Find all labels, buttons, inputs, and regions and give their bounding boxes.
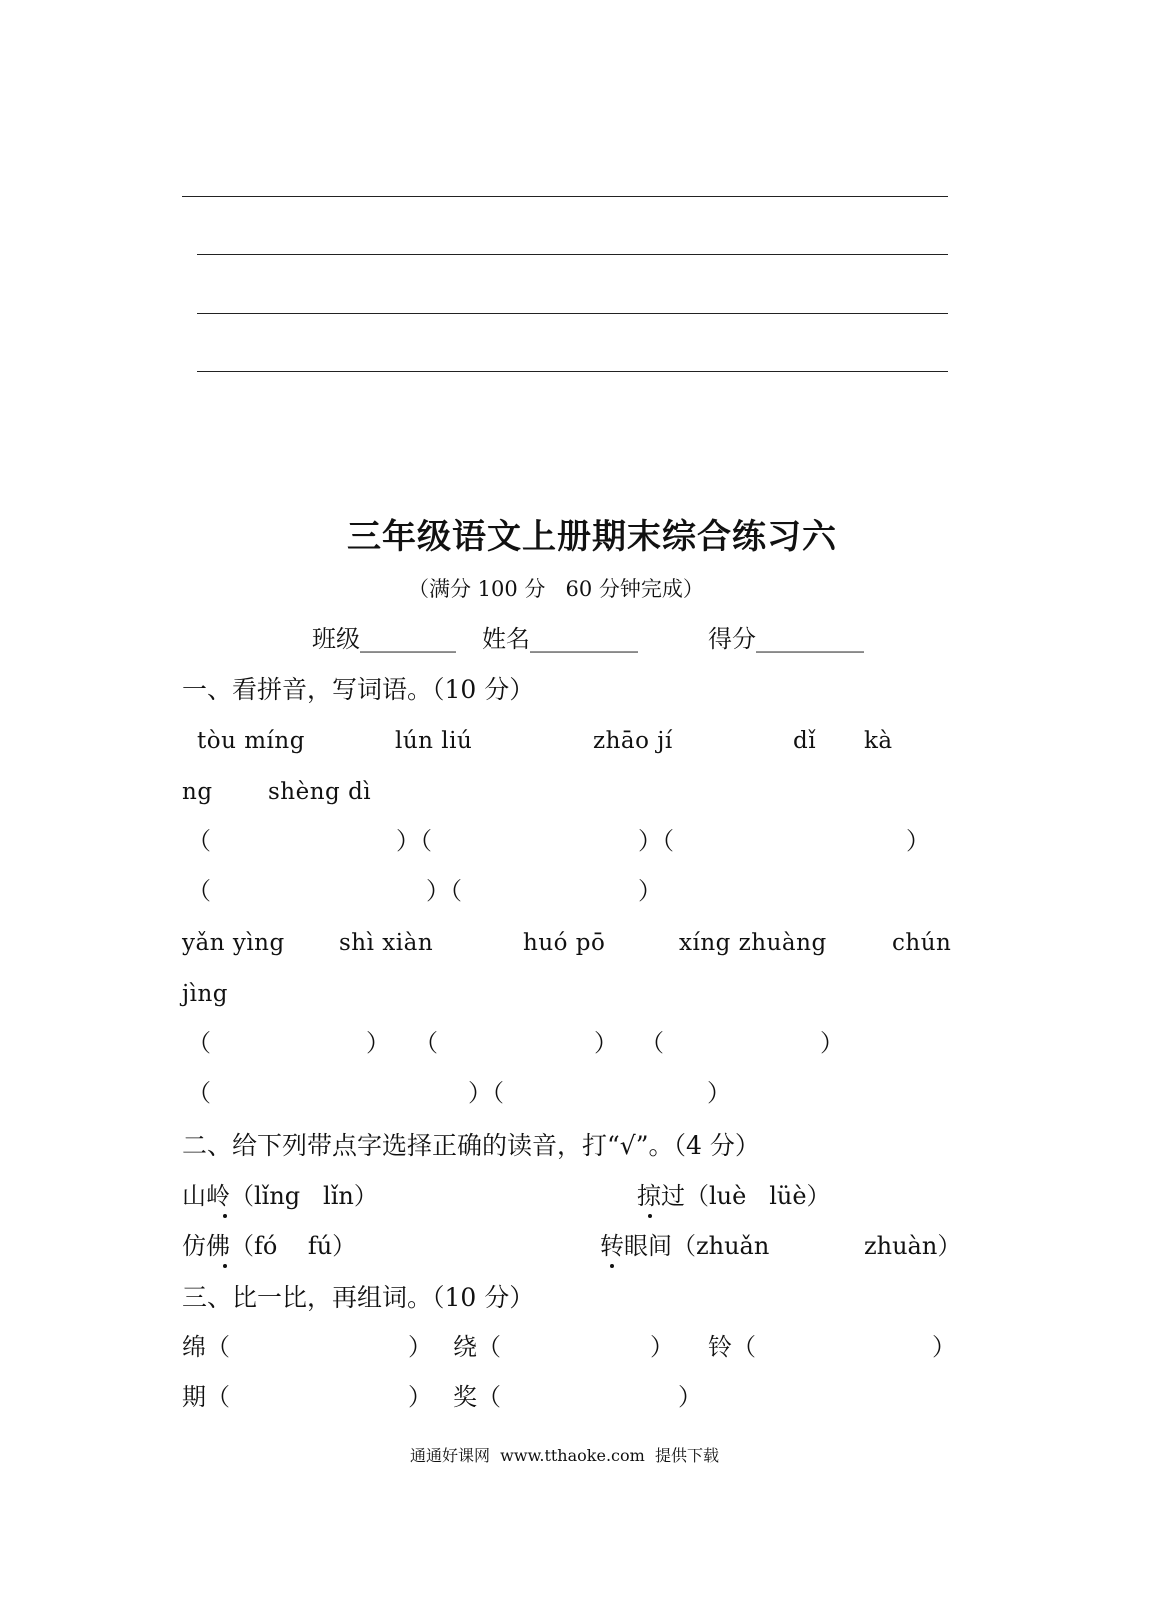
emphasis-dot xyxy=(223,1214,227,1218)
reading-item: 山岭（lǐng lǐn） xyxy=(182,1182,378,1210)
score-field: 得分_________ xyxy=(708,625,864,653)
compare-item: 期（ xyxy=(182,1383,230,1411)
page-title: 三年级语文上册期末综合练习六 xyxy=(347,517,837,557)
reading-item: 仿佛（fó fú） xyxy=(182,1232,357,1260)
answer-bracket: ） xyxy=(408,1383,432,1411)
answer-bracket: （ xyxy=(640,1029,664,1057)
answer-line xyxy=(197,371,948,372)
pinyin: xíng zhuàng xyxy=(679,930,827,956)
answer-bracket: （ xyxy=(414,1029,438,1057)
emphasis-dot xyxy=(610,1264,614,1268)
reading-item: 转眼间（zhuǎn xyxy=(600,1232,770,1260)
pinyin: shì xiàn xyxy=(339,930,434,956)
pinyin: tòu míng xyxy=(197,728,305,754)
pinyin: huó pō xyxy=(523,930,606,956)
answer-bracket: ）（ xyxy=(426,877,462,905)
compare-item: 绵（ xyxy=(182,1333,230,1361)
answer-bracket: ）（ xyxy=(638,827,674,855)
footer-credit: 通通好课网 www.tthaoke.com 提供下载 xyxy=(410,1446,719,1465)
section1-heading: 一、看拼音，写词语。（10 分） xyxy=(182,675,535,704)
compare-item: 铃（ xyxy=(708,1333,756,1361)
pinyin: chún xyxy=(892,930,952,956)
answer-bracket: （ xyxy=(187,827,211,855)
pinyin: kà xyxy=(864,728,893,754)
class-field: 班级________ xyxy=(312,625,456,653)
answer-line xyxy=(197,313,948,314)
answer-bracket: ）（ xyxy=(396,827,432,855)
pinyin: dǐ xyxy=(793,728,817,754)
reading-item: zhuàn） xyxy=(864,1232,962,1260)
section3-heading: 三、比一比，再组词。（10 分） xyxy=(182,1283,535,1312)
compare-item: 奖（ xyxy=(453,1383,501,1411)
compare-item: 绕（ xyxy=(453,1333,501,1361)
answer-bracket: ） xyxy=(594,1029,618,1057)
answer-bracket: ） xyxy=(638,877,662,905)
pinyin: yǎn yìng xyxy=(182,930,285,956)
emphasis-dot xyxy=(223,1264,227,1268)
answer-line xyxy=(182,196,948,197)
subtitle: （满分 100 分 60 分钟完成） xyxy=(408,577,704,601)
answer-bracket: ） xyxy=(820,1029,844,1057)
answer-bracket: （ xyxy=(187,1029,211,1057)
pinyin: lún liú xyxy=(395,728,473,754)
pinyin: jìng xyxy=(182,981,229,1007)
answer-bracket: ） xyxy=(932,1333,956,1361)
answer-bracket: ） xyxy=(678,1383,702,1411)
answer-bracket: ） xyxy=(408,1333,432,1361)
section2-heading: 二、给下列带点字选择正确的读音，打“√”。（4 分） xyxy=(182,1131,760,1160)
answer-bracket: ） xyxy=(906,827,930,855)
answer-bracket: ） xyxy=(650,1333,674,1361)
pinyin: shèng dì xyxy=(268,779,372,805)
answer-line xyxy=(197,254,948,255)
answer-bracket: （ xyxy=(187,1079,211,1107)
answer-bracket: ）（ xyxy=(468,1079,504,1107)
reading-item: 掠过（luè lüè） xyxy=(637,1182,831,1210)
answer-bracket: ） xyxy=(366,1029,390,1057)
name-field: 姓名_________ xyxy=(482,625,638,653)
answer-bracket: ） xyxy=(707,1079,731,1107)
pinyin: zhāo jí xyxy=(593,728,673,754)
pinyin: ng xyxy=(182,779,213,805)
emphasis-dot xyxy=(648,1214,652,1218)
answer-bracket: （ xyxy=(187,877,211,905)
